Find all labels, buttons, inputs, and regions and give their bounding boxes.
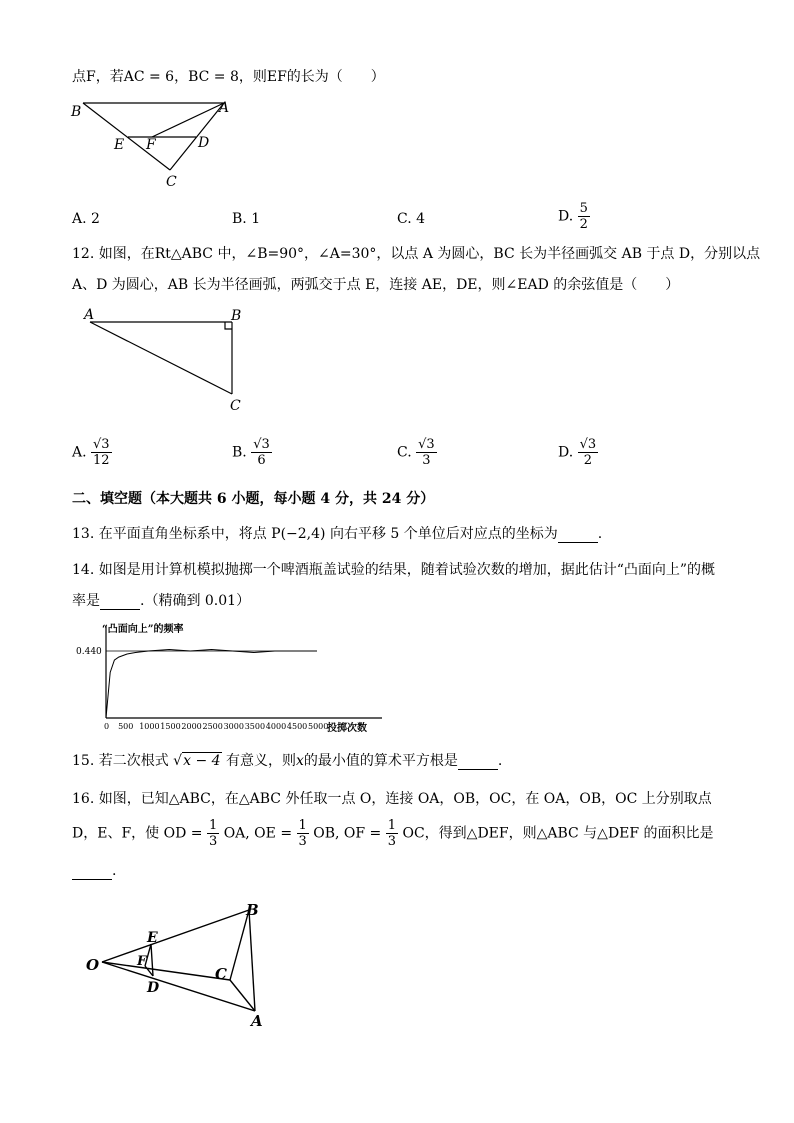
x-tick-label: 2500 [202, 722, 223, 731]
x-tick-label: 5000 [308, 722, 329, 731]
label-E: E [114, 137, 125, 153]
x-tick-label: 1500 [160, 722, 181, 731]
label-F: F [137, 954, 147, 969]
answer-blank [558, 528, 598, 543]
answer-blank [100, 595, 140, 610]
label-E: E [147, 930, 158, 946]
q16-line2: D，E、F，使 OD = $\frac{1}{3}$ OA, OE = $\frac{1}{3}$ OB, OF = $\frac{1}{3}$ OC，得到△DEF，则△ABC 与△DEF 的面积比是 [72, 818, 714, 849]
q11-option-b: B. 1 [232, 211, 261, 227]
x-tick-label: 4000 [265, 722, 287, 731]
label-C: C [215, 965, 227, 983]
section-title: 二、填空题（本大题共 6 小题，每小题 4 分，共 24 分） [72, 491, 435, 507]
q14-line2: 率是 .（精确到 0.01） [72, 593, 251, 609]
x-tick-label: 2000 [181, 722, 202, 731]
q12-option-c: C. $\frac{√3}{3}$ [397, 437, 435, 468]
q16-line3: . [72, 862, 116, 880]
label-F: F [146, 137, 156, 153]
label-B: B [71, 104, 82, 120]
label-O: O [86, 956, 100, 974]
q11-text: 点F，若AC = 6，BC = 8，则EF的长为（ ） [72, 69, 385, 85]
q13-text: 13. 在平面直角坐标系中，将点 P(−2,4) 向右平移 5 个单位后对应点的坐标为 . [72, 526, 603, 542]
label-A: A [251, 1012, 263, 1030]
q12-figure [80, 306, 250, 414]
answer-blank [72, 865, 112, 880]
q12-option-a: A. $\frac{√3}{12}$ [72, 437, 110, 468]
q12-option-d: D. $\frac{√3}{2}$ [558, 437, 597, 468]
q11-option-a: A. 2 [72, 211, 100, 227]
q12-line1: 12. 如图，在Rt△ABC 中，∠B=90°，∠A=30°，以点 A 为圆心，BC 长为半径画弧交 AB 于点 D，分别以点 [72, 246, 761, 262]
q11-option-c: C. 4 [397, 211, 426, 227]
q14-chart [72, 618, 402, 736]
x-tick-label: 4500 [286, 722, 308, 731]
y-ref-label: 0.440 [76, 647, 102, 657]
label-C: C [166, 174, 177, 190]
label-B: B [246, 901, 259, 919]
q16-line1: 16. 如图，已知△ABC，在△ABC 外任取一点 O，连接 OA，OB，OC，在 OA，OB，OC 上分别取点 [72, 791, 712, 807]
label-D: D [198, 135, 210, 151]
y-axis-label: “凸面向上”的频率 [102, 624, 184, 635]
q11-option-d: D. $\frac{5}{2}$ [558, 201, 588, 232]
q11-figure [68, 94, 243, 190]
x-axis-label: 投掷次数 [327, 723, 367, 734]
x-tick-label: 0 [104, 722, 110, 731]
label-C: C [230, 398, 241, 414]
q12-option-b: B. $\frac{√3}{6}$ [232, 437, 270, 468]
q15-text: 15. 若二次根式 √x − 4 有意义，则x的最小值的算术平方根是 . [72, 753, 503, 769]
q12-line2: A、D 为圆心，AB 长为半径画弧，两弧交于点 E，连接 AE，DE，则∠EAD 的余弦值是（ ） [72, 277, 680, 293]
q16-figure [85, 898, 280, 1030]
label-A: A [219, 100, 230, 116]
label-D: D [147, 980, 160, 996]
x-tick-label: 3500 [244, 722, 266, 731]
frequency-series [106, 650, 317, 719]
x-tick-label: 500 [118, 722, 134, 731]
x-tick-label: 1000 [139, 722, 160, 731]
q14-line1: 14. 如图是用计算机模拟抛掷一个啤酒瓶盖试验的结果，随着试验次数的增加，据此估计“凸面向上”的概 [72, 562, 716, 578]
x-tick-label: 3000 [223, 722, 244, 731]
answer-blank [458, 755, 498, 770]
label-A: A [84, 307, 95, 323]
label-B: B [231, 308, 242, 324]
